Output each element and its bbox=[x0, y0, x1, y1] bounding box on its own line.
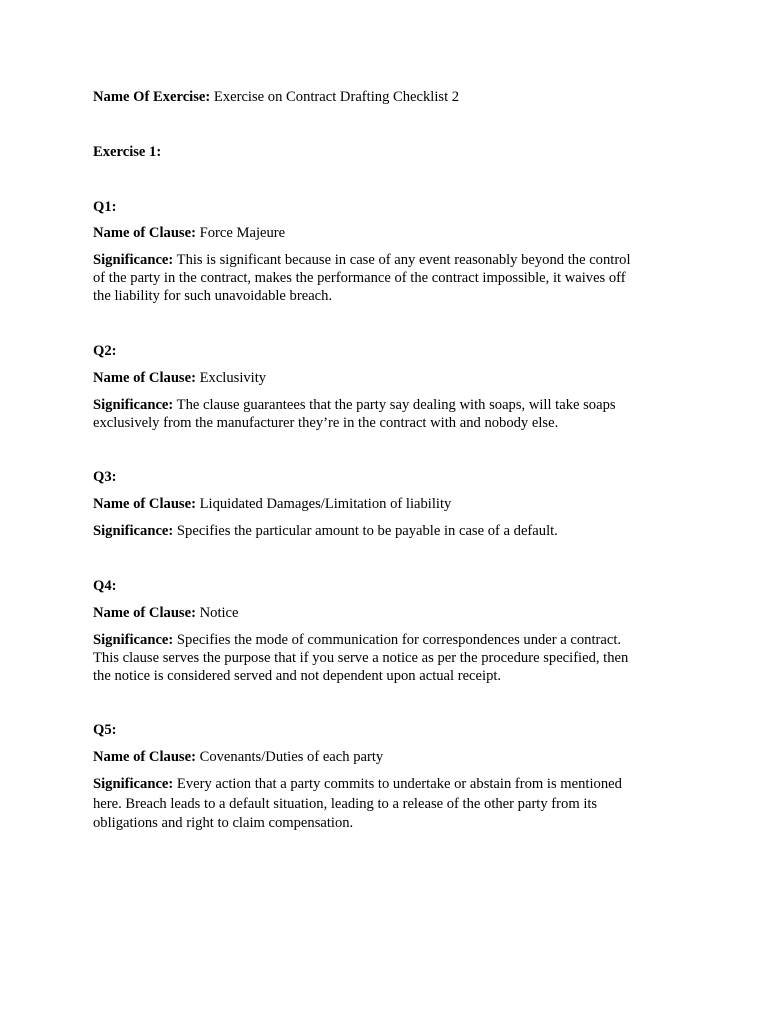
clause-name-label: Name of Clause: bbox=[93, 749, 196, 765]
significance-text: here. Breach leads to a default situation, leading to a release of the other party from its bbox=[93, 795, 598, 812]
clause-name-value: Covenants/Duties of each party bbox=[199, 749, 384, 765]
significance-text: Specifies the mode of communication for correspondences under a contract. bbox=[176, 632, 622, 648]
exercise-heading: Exercise 1: bbox=[93, 144, 162, 160]
significance-label: Significance: bbox=[93, 776, 174, 792]
exercise-name-label: Name Of Exercise: bbox=[93, 89, 211, 105]
significance-text: of the party in the contract, makes the performance of the contract impossible, it waives off bbox=[93, 270, 626, 286]
significance-line bbox=[93, 631, 673, 649]
significance-paragraph-q2 bbox=[93, 396, 671, 432]
significance-text: exclusively from the manufacturer they’re in the contract with and nobody else. bbox=[93, 415, 559, 431]
clause-name-value: Notice bbox=[199, 605, 239, 621]
question-number-q2: Q2: bbox=[93, 343, 117, 359]
question-number-q4: Q4: bbox=[93, 578, 117, 594]
significance-text: The clause guarantees that the party say dealing with soaps, will take soaps bbox=[176, 397, 616, 413]
clause-name-line-q4 bbox=[93, 604, 673, 622]
significance-text: the notice is considered served and not dependent upon actual receipt. bbox=[93, 668, 502, 684]
significance-text: the liability for such unavoidable breach. bbox=[93, 288, 333, 304]
question-number-q5: Q5: bbox=[93, 722, 117, 738]
significance-text: obligations and right to claim compensation. bbox=[93, 815, 354, 831]
clause-name-line-q2 bbox=[93, 369, 673, 387]
clause-name-label: Name of Clause: bbox=[93, 225, 196, 241]
significance-label: Significance: bbox=[93, 397, 174, 413]
significance-paragraph-q5 bbox=[93, 775, 671, 834]
question-number-q3: Q3: bbox=[93, 469, 117, 485]
question-number-q1: Q1: bbox=[93, 199, 117, 215]
significance-paragraph-q4 bbox=[93, 631, 671, 685]
significance-line bbox=[93, 396, 673, 414]
significance-line bbox=[93, 775, 673, 795]
exercise-name-line bbox=[93, 88, 673, 106]
significance-line-q3 bbox=[93, 522, 673, 540]
exercise-name-value: Exercise on Contract Drafting Checklist 2 bbox=[213, 89, 460, 105]
clause-name-line-q5 bbox=[93, 748, 673, 766]
significance-label: Significance: bbox=[93, 632, 174, 648]
significance-text: This is significant because in case of any event reasonably beyond the control bbox=[176, 252, 631, 268]
significance-text: Specifies the particular amount to be payable in case of a default. bbox=[176, 523, 558, 539]
clause-name-label: Name of Clause: bbox=[93, 605, 196, 621]
significance-line bbox=[93, 251, 673, 269]
clause-name-value: Liquidated Damages/Limitation of liability bbox=[199, 496, 452, 512]
significance-text: Every action that a party commits to undertake or abstain from is mentioned bbox=[176, 776, 622, 792]
significance-text: This clause serves the purpose that if you serve a notice as per the procedure specified, then bbox=[93, 650, 629, 666]
significance-paragraph-q1 bbox=[93, 251, 671, 305]
clause-name-label: Name of Clause: bbox=[93, 370, 196, 386]
clause-name-line-q1 bbox=[93, 224, 673, 242]
significance-label: Significance: bbox=[93, 252, 174, 268]
clause-name-value: Force Majeure bbox=[199, 225, 286, 241]
clause-name-label: Name of Clause: bbox=[93, 496, 196, 512]
clause-name-line-q3 bbox=[93, 495, 673, 513]
significance-label: Significance: bbox=[93, 523, 174, 539]
clause-name-value: Exclusivity bbox=[199, 370, 267, 386]
